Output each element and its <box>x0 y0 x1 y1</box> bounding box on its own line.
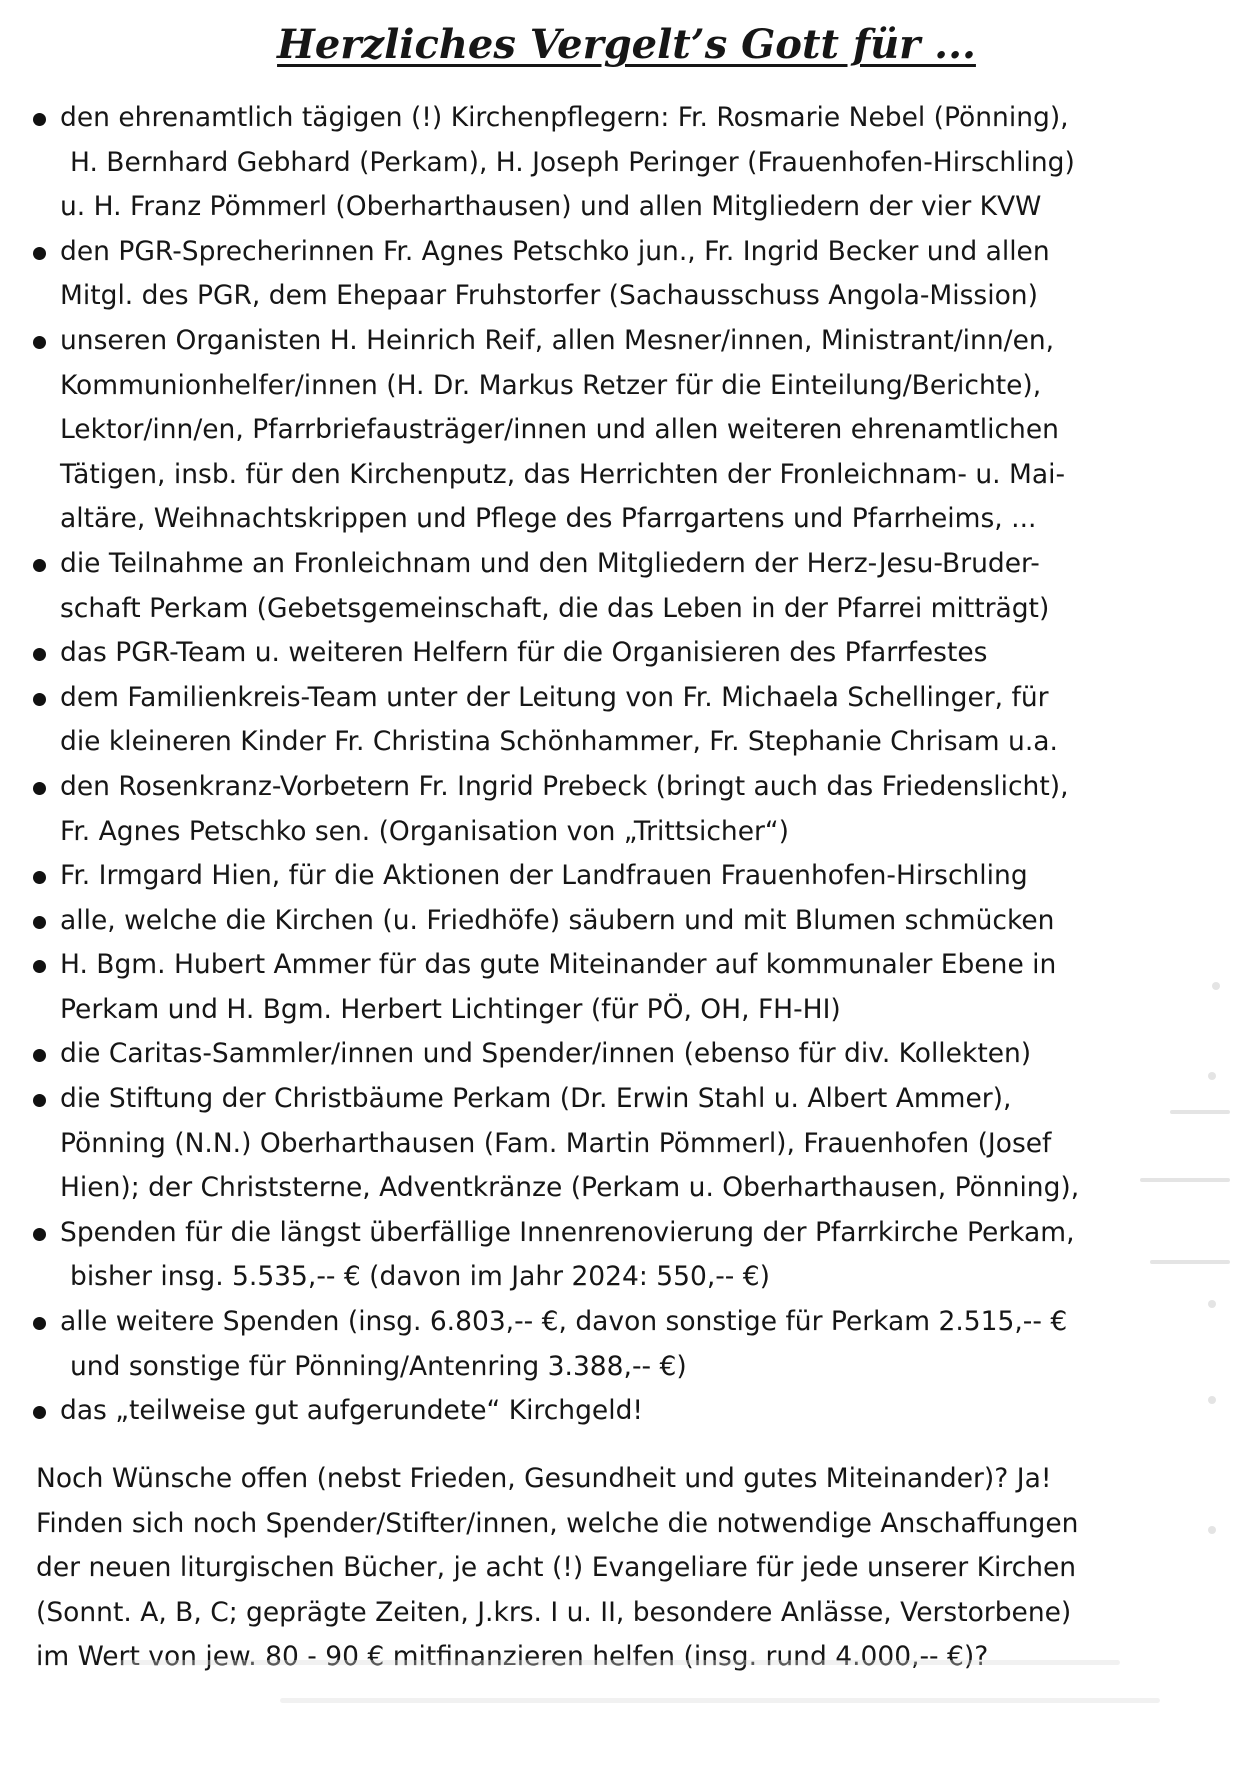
thanks-item <box>30 1211 1225 1300</box>
thanks-item <box>30 1389 1225 1434</box>
thanks-item <box>30 96 1225 230</box>
thanks-item <box>30 1077 1225 1211</box>
scan-bleed-mark <box>280 1698 1160 1703</box>
item-line: Kommunionhelfer/innen (H. Dr. Markus Retzer für die Einteilung/Berichte), <box>60 369 1042 401</box>
closing-paragraph <box>36 1457 1231 1680</box>
paragraph-line: Noch Wünsche offen (nebst Frieden, Gesundheit und gutes Miteinander)? Ja! <box>36 1463 1052 1494</box>
item-line: den Rosenkranz-Vorbetern Fr. Ingrid Prebeck (bringt auch das Friedenslicht), <box>60 770 1069 802</box>
thanks-item <box>30 1032 1225 1077</box>
scan-bleed-mark <box>1208 1072 1216 1080</box>
thanks-item <box>30 1300 1225 1389</box>
item-line: den PGR-Sprecherinnen Fr. Agnes Petschko jun., Fr. Ingrid Becker und allen <box>60 235 1050 267</box>
scan-bleed-mark <box>1140 1178 1230 1182</box>
item-line: die Stiftung der Christbäume Perkam (Dr. Erwin Stahl u. Albert Ammer), <box>60 1083 1012 1115</box>
item-line: altäre, Weihnachtskrippen und Pflege des Pfarrgartens und Pfarrheims, ... <box>60 503 1037 535</box>
scan-bleed-mark <box>1150 1260 1230 1264</box>
thanks-item <box>30 943 1225 1032</box>
paragraph-line: der neuen liturgischen Bücher, je acht (!) Evangeliare für jede unserer Kirchen <box>36 1552 1077 1583</box>
document-title-text: Herzliches Vergelt’s Gott für ... <box>277 21 976 68</box>
item-line: Pönning (N.N.) Oberharthausen (Fam. Martin Pömmerl), Frauenhofen (Josef <box>60 1127 1052 1159</box>
item-line: Spenden für die längst überfällige Innenrenovierung der Pfarrkirche Perkam, <box>60 1216 1075 1248</box>
scan-bleed-mark <box>1212 982 1220 990</box>
item-line: Tätigen, insb. für den Kirchenputz, das Herrichten der Fronleichnam- u. Mai- <box>60 458 1066 490</box>
item-line: alle, welche die Kirchen (u. Friedhöfe) säubern und mit Blumen schmücken <box>60 904 1055 936</box>
scan-bleed-mark <box>1208 1300 1216 1308</box>
item-line: Mitgl. des PGR, dem Ehepaar Fruhstorfer (Sachausschuss Angola-Mission) <box>60 280 1038 312</box>
paragraph-line: (Sonnt. A, B, C; geprägte Zeiten, J.krs. I u. II, besondere Anlässe, Verstorbene) <box>36 1596 1072 1628</box>
item-line: Lektor/inn/en, Pfarrbriefausträger/innen und allen weiteren ehrenamtlichen <box>60 414 1059 446</box>
item-line: bisher insg. 5.535,-- € (davon im Jahr 2024: 550,-- €) <box>70 1261 770 1293</box>
thanks-item <box>30 542 1225 631</box>
item-line: die kleineren Kinder Fr. Christina Schönhammer, Fr. Stephanie Chrisam u.a. <box>60 726 1058 758</box>
paragraph-line: Finden sich noch Spender/Stifter/innen, welche die notwendige Anschaffungen <box>36 1507 1079 1539</box>
item-line: schaft Perkam (Gebetsgemeinschaft, die das Leben in der Pfarrei mitträgt) <box>60 592 1050 624</box>
item-line: Fr. Irmgard Hien, für die Aktionen der Landfrauen Frauenhofen-Hirschling <box>60 860 1028 892</box>
item-line: das „teilweise gut aufgerundete“ Kirchgeld! <box>60 1395 644 1427</box>
scan-bleed-mark <box>1170 1110 1230 1114</box>
item-line: Fr. Agnes Petschko sen. (Organisation von „Trittsicher“) <box>60 815 789 847</box>
scan-bleed-mark <box>120 1660 1120 1665</box>
item-line: u. H. Franz Pömmerl (Oberharthausen) und allen Mitgliedern der vier KVW <box>60 191 1042 223</box>
scan-bleed-mark <box>1208 1526 1216 1534</box>
thanks-item <box>30 676 1225 765</box>
scan-bleed-mark <box>1208 1396 1216 1404</box>
thanks-list <box>30 96 1225 1434</box>
item-line: Perkam und H. Bgm. Herbert Lichtinger (für PÖ, OH, FH-HI) <box>60 993 841 1025</box>
thanks-item <box>30 631 1225 676</box>
item-line: alle weitere Spenden (insg. 6.803,-- €, davon sonstige für Perkam 2.515,-- € <box>60 1306 1068 1338</box>
thanks-item <box>30 319 1225 542</box>
item-line: dem Familienkreis-Team unter der Leitung von Fr. Michaela Schellinger, für <box>60 681 1049 713</box>
item-line: die Caritas-Sammler/innen und Spender/innen (ebenso für div. Kollekten) <box>60 1038 1032 1070</box>
paragraph-line: im Wert von jew. 80 - 90 € mitfinanzieren helfen (insg. rund 4.000,-- €)? <box>36 1641 989 1672</box>
item-line: Hien); der Christsterne, Adventkränze (Perkam u. Oberharthausen, Pönning), <box>60 1172 1080 1204</box>
item-line: H. Bgm. Hubert Ammer für das gute Miteinander auf kommunaler Ebene in <box>60 949 1057 981</box>
item-line: die Teilnahme an Fronleichnam und den Mitgliedern der Herz-Jesu-Bruder- <box>60 547 1040 579</box>
item-line: das PGR-Team u. weiteren Helfern für die Organisieren des Pfarrfestes <box>60 637 988 669</box>
thanks-item <box>30 899 1225 944</box>
document-title <box>0 20 1253 70</box>
item-line: und sonstige für Pönning/Antenring 3.388,-- €) <box>70 1350 687 1382</box>
item-line: H. Bernhard Gebhard (Perkam), H. Joseph Peringer (Frauenhofen-Hirschling) <box>70 146 1075 178</box>
item-line: unseren Organisten H. Heinrich Reif, allen Mesner/innen, Ministrant/inn/en, <box>60 324 1055 356</box>
thanks-item <box>30 230 1225 319</box>
thanks-item <box>30 765 1225 854</box>
thanks-item <box>30 854 1225 899</box>
item-line: den ehrenamtlich tägigen (!) Kirchenpflegern: Fr. Rosmarie Nebel (Pönning), <box>60 102 1069 133</box>
